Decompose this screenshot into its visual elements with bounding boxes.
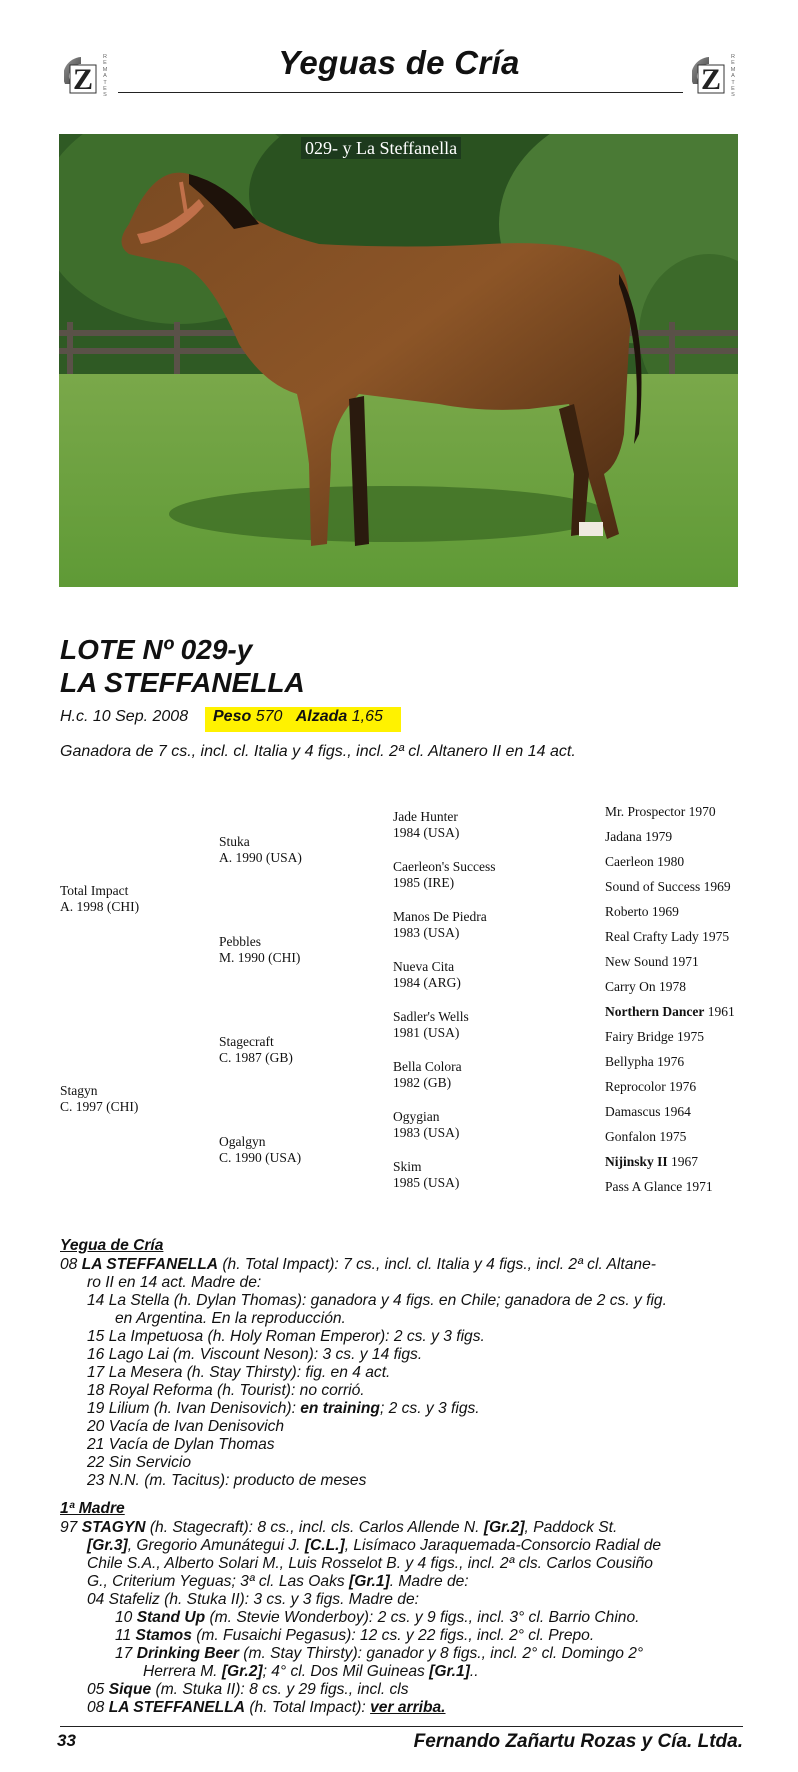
produce-item: 17 La Mesera (h. Stay Thirsty): fig. en 4 act. [87,1364,391,1381]
pedigree-horse-name: Stuka [219,834,250,849]
madre-line-8: 17 Drinking Beer (m. Stay Thirsty): ganador y 8 figs., incl. 2° cl. Domingo 2° [115,1645,644,1662]
pedigree-horse-name: Pebbles [219,934,261,949]
yegua-intro-cont: ro II en 14 act. Madre de: [87,1274,262,1291]
pedigree-ancestor [605,1129,686,1145]
svg-text:Z: Z [72,63,94,96]
madre-heading: 1ª Madre [60,1500,125,1517]
pedigree-horse-name: Sadler's Wells [393,1009,469,1024]
pedigree-horse-name: Carry On [605,979,656,994]
logo-vertical-text: REMATES [730,54,736,99]
pedigree-horse-year: 1980 [657,854,685,869]
pedigree-horse-year: 1969 [651,904,679,919]
pedigree-horse-name: Manos De Piedra [393,909,487,924]
pedigree-horse-info: A. 1990 (USA) [219,850,302,865]
footer-divider [60,1726,743,1727]
pedigree-horse-name: Pass A Glance [605,1179,683,1194]
pedigree-horse-info: 1984 (USA) [393,825,460,840]
madre-line-4: G., Criterium Yeguas; 3ª cl. Las Oaks [Gr.1]. Madre de: [87,1573,469,1590]
pedigree-horse-year: 1978 [659,979,686,994]
pedigree-great-grandparent [393,809,459,841]
pedigree-great-grandparent [393,1059,462,1091]
pedigree-horse-info: 1983 (USA) [393,925,460,940]
pedigree-sire-dam [60,883,139,915]
pedigree-horse-year: 1964 [663,1104,691,1119]
pedigree-horse-name: Damascus [605,1104,661,1119]
pedigree-horse-name: Caerleon's Success [393,859,496,874]
madre-line-11: 08 LA STEFFANELLA (h. Total Impact): ver arriba. [87,1699,446,1716]
pedigree-horse-name: Fairy Bridge [605,1029,674,1044]
lot-number: LOTE Nº 029-y [60,634,253,665]
pedigree-great-grandparent [393,909,487,941]
pedigree-horse-year: 1976 [657,1054,685,1069]
yegua-name: LA STEFFANELLA [81,1256,218,1273]
peso-value: 570 [255,708,283,725]
pedigree-horse-info: 1985 (IRE) [393,875,455,890]
pedigree-horse-name: Nueva Cita [393,959,455,974]
produce-item: 19 Lilium (h. Ivan Denisovich): en training; 2 cs. y 3 figs. [87,1400,480,1417]
pedigree-horse-name: Skim [393,1159,422,1174]
pedigree-ancestor [605,954,699,970]
produce-item: 16 Lago Lai (m. Viscount Neson): 3 cs. y 14 figs. [87,1346,423,1363]
pedigree-horse-year: 1976 [669,1079,697,1094]
pedigree-sire-dam [60,1083,138,1115]
produce-item: 21 Vacía de Dylan Thomas [87,1436,275,1453]
pedigree-grandparent [219,1134,301,1166]
company-name: Fernando Zañartu Rozas y Cía. Ltda. [413,1731,743,1752]
pedigree-horse-info: M. 1990 (CHI) [219,950,301,965]
produce-item: 14 La Stella (h. Dylan Thomas): ganadora y 4 figs. en Chile; ganadora de 2 cs. y fig. [87,1292,667,1309]
produce-item: 23 N.N. (m. Tacitus): producto de meses [87,1472,367,1489]
pedigree-horse-name: Ogalgyn [219,1134,266,1149]
pedigree-horse-year: 1969 [703,879,731,894]
produce-item: en Argentina. En la reproducción. [115,1310,346,1327]
pedigree-horse-name: Gonfalon [605,1129,656,1144]
alzada-label: Alzada [295,708,348,725]
pedigree-horse-name: Stagyn [60,1083,98,1098]
peso-label: Peso [213,708,252,725]
pedigree-ancestor [605,1179,713,1195]
madre-line-10: 05 Sique (m. Stuka II): 8 cs. y 29 figs., incl. cls [87,1681,409,1698]
pedigree-horse-name: Reprocolor [605,1079,666,1094]
pedigree-horse-name: Roberto [605,904,649,919]
pedigree-horse-name: Jade Hunter [393,809,458,824]
produce-item: 15 La Impetuosa (h. Holy Roman Emperor): 2 cs. y 3 figs. [87,1328,485,1345]
pedigree-ancestor [605,979,686,995]
birth-info: H.c. 10 Sep. 2008 [60,708,189,725]
pedigree-great-grandparent [393,1009,469,1041]
madre-line-5: 04 Stafeliz (h. Stuka II): 3 cs. y 3 figs. Madre de: [87,1591,419,1608]
pedigree-horse-info: 1985 (USA) [393,1175,460,1190]
pedigree-horse-info: C. 1990 (USA) [219,1150,302,1165]
pedigree-horse-name: New Sound [605,954,669,969]
pedigree-horse-info: C. 1997 (CHI) [60,1099,139,1114]
pedigree-horse-name: Mr. Prospector [605,804,686,819]
pedigree-horse-year: 1971 [685,1179,713,1194]
madre-line-2: [Gr.3], Gregorio Amunátegui J. [C.L.], Lisímaco Jaraquemada-Consorcio Radial de [87,1537,662,1554]
madre-line-1: 97 STAGYN (h. Stagecraft): 8 cs., incl. cls. Carlos Allende N. [Gr.2], Paddock St. [60,1519,618,1536]
page-number: 33 [57,1731,76,1750]
pedigree-ancestor [605,829,672,845]
pedigree-ancestor [605,1054,684,1070]
madre-line-3: Chile S.A., Alberto Solari M., Luis Rosselot B. y 4 figs., incl. 2ª cls. Carlos Cousiño [87,1555,653,1572]
pedigree-horse-name: Nijinsky II [605,1154,668,1169]
pedigree-great-grandparent [393,959,461,991]
page-title: Yeguas de Cría [278,44,520,81]
pedigree-horse-name: Caerleon [605,854,654,869]
pedigree-horse-name: Total Impact [60,883,129,898]
svg-text:Z: Z [700,63,722,96]
measurements [213,708,383,726]
race-summary: Ganadora de 7 cs., incl. cl. Italia y 4 figs., incl. 2ª cl. Altanero II en 14 act. [60,743,576,760]
yegua-heading: Yegua de Cría [60,1237,164,1254]
pedigree-horse-name: Jadana [605,829,642,844]
pedigree-horse-year: 1975 [659,1129,687,1144]
pedigree-ancestor [605,1029,704,1045]
pedigree-horse-info: 1982 (GB) [393,1075,452,1090]
pedigree-great-grandparent [393,859,496,891]
pedigree-horse-info: 1983 (USA) [393,1125,460,1140]
madre-line-9: Herrera M. [Gr.2]; 4° cl. Dos Mil Guineas [Gr.1].. [143,1663,479,1680]
pedigree-horse-year: 1975 [702,929,730,944]
alzada-value: 1,65 [351,708,383,725]
pedigree-horse-info: 1984 (ARG) [393,975,461,990]
pedigree-ancestor [605,929,729,945]
pedigree-horse-name: Bellypha [605,1054,654,1069]
produce-item: 18 Royal Reforma (h. Tourist): no corrió. [87,1382,365,1399]
pedigree-horse-year: 1975 [677,1029,704,1044]
madre-line-7: 11 Stamos (m. Fusaichi Pegasus): 12 cs. y 22 figs., incl. 2° cl. Prepo. [115,1627,595,1644]
produce-item: 22 Sin Servicio [87,1454,192,1471]
photo-caption: 029- y La Steffanella [301,137,461,159]
pedigree-horse-name: Bella Colora [393,1059,462,1074]
yegua-intro: 08 LA STEFFANELLA (h. Total Impact): 7 cs., incl. cl. Italia y 4 figs., incl. 2ª cl. Altane- [60,1256,656,1273]
pedigree-ancestor [605,1104,691,1120]
pedigree-ancestor [605,1154,698,1170]
pedigree-horse-year: 1979 [645,829,673,844]
produce-item: 20 Vacía de Ivan Denisovich [87,1418,285,1435]
pedigree-ancestor [605,904,679,920]
pedigree-ancestor [605,804,716,820]
pedigree-horse-name: Northern Dancer [605,1004,705,1019]
pedigree-ancestor [605,879,731,895]
pedigree-horse-name: Sound of Success [605,879,701,894]
pedigree-horse-year: 1967 [671,1154,699,1169]
pedigree-great-grandparent [393,1109,459,1141]
pedigree-horse-year: 1961 [707,1004,735,1019]
see-above-link[interactable]: ver arriba. [370,1699,446,1716]
pedigree-horse-year: 1971 [671,954,699,969]
pedigree-horse-info: A. 1998 (CHI) [60,899,140,914]
horse-name: LA STEFFANELLA [60,667,305,698]
madre-line-6: 10 Stand Up (m. Stevie Wonderboy): 2 cs. y 9 figs., incl. 3° cl. Barrio Chino. [115,1609,640,1626]
pedigree-ancestor [605,1079,696,1095]
pedigree-ancestor [605,854,684,870]
pedigree-grandparent [219,1034,293,1066]
logo-vertical-text: REMATES [102,54,108,99]
pedigree-horse-info: 1981 (USA) [393,1025,460,1040]
pedigree-ancestor [605,1004,735,1020]
pedigree-horse-year: 1970 [688,804,716,819]
header-divider [118,92,683,93]
horse-photo [59,134,738,587]
pedigree-horse-name: Stagecraft [219,1034,274,1049]
pedigree-horse-name: Real Crafty Lady [605,929,699,944]
pedigree-grandparent [219,834,302,866]
lot-title [60,633,305,699]
pedigree-grandparent [219,934,300,966]
pedigree-horse-name: Ogygian [393,1109,440,1124]
pedigree-great-grandparent [393,1159,459,1191]
pedigree-horse-info: C. 1987 (GB) [219,1050,293,1065]
